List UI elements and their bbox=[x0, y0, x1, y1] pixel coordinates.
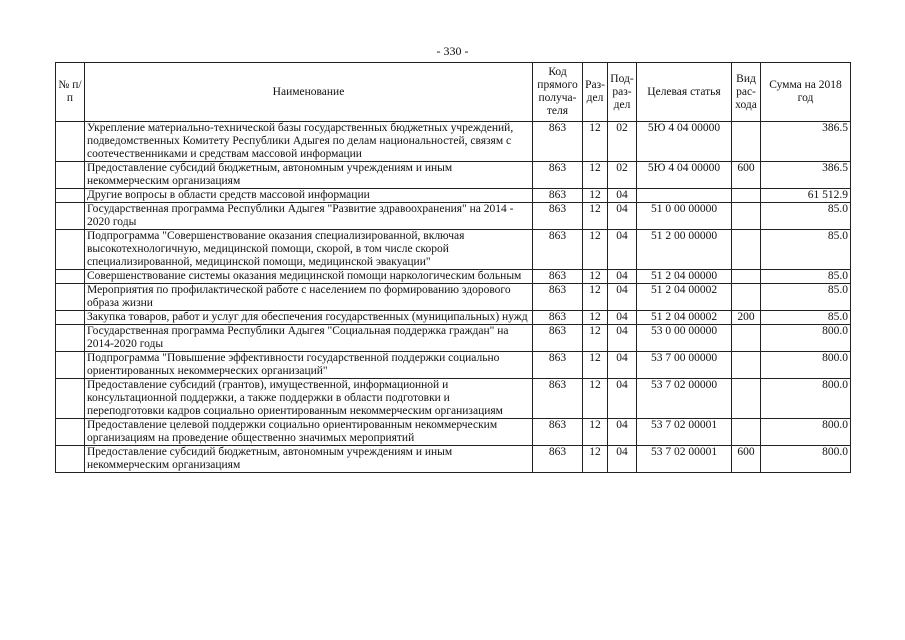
header-subsection: Под-раз-дел bbox=[608, 63, 637, 122]
row-expense-type-cell: 600 bbox=[732, 446, 761, 473]
row-expense-type-cell bbox=[732, 379, 761, 419]
row-section-cell: 12 bbox=[583, 203, 608, 230]
row-code-cell: 863 bbox=[533, 352, 583, 379]
row-sum-cell: 85.0 bbox=[761, 230, 851, 270]
row-subsection-cell: 04 bbox=[608, 379, 637, 419]
row-name-cell: Предоставление целевой поддержки социально ориентированным некоммерческим организациям на проведение общественно значимых мероприятий bbox=[85, 419, 533, 446]
row-article-cell: 51 2 04 00002 bbox=[637, 311, 732, 325]
row-code-cell: 863 bbox=[533, 284, 583, 311]
row-article-cell: 53 7 02 00001 bbox=[637, 419, 732, 446]
row-expense-type-cell: 200 bbox=[732, 311, 761, 325]
table-row bbox=[56, 352, 851, 379]
row-subsection-cell: 04 bbox=[608, 230, 637, 270]
row-sum-cell: 800.0 bbox=[761, 419, 851, 446]
table-row bbox=[56, 230, 851, 270]
row-section-cell: 12 bbox=[583, 311, 608, 325]
row-section-cell: 12 bbox=[583, 284, 608, 311]
row-expense-type-cell bbox=[732, 419, 761, 446]
row-sum-cell: 85.0 bbox=[761, 270, 851, 284]
row-number-cell bbox=[56, 325, 85, 352]
row-name-cell: Укрепление материально-технической базы государственных бюджетных учреждений, подведомственных Комитету Республики Адыгея по делам национальностей, связям с соотечественниками и средствам массовой информации bbox=[85, 122, 533, 162]
row-name-cell: Подпрограмма "Совершенствование оказания специализированной, включая высокотехнологичную, медицинской помощи, скорой, в том числе скорой специализированной, медицинской помощи, медицинской эвакуации" bbox=[85, 230, 533, 270]
row-expense-type-cell bbox=[732, 270, 761, 284]
row-subsection-cell: 04 bbox=[608, 284, 637, 311]
row-name-cell: Предоставление субсидий (грантов), имущественной, информационной и консультационной поддержки, а также поддержки в области подготовки и переподготовки кадров социально ориентированным некоммерческим организациям bbox=[85, 379, 533, 419]
row-number-cell bbox=[56, 230, 85, 270]
row-section-cell: 12 bbox=[583, 162, 608, 189]
row-article-cell: 51 2 04 00000 bbox=[637, 270, 732, 284]
row-article-cell: 51 0 00 00000 bbox=[637, 203, 732, 230]
row-sum-cell: 800.0 bbox=[761, 352, 851, 379]
row-number-cell bbox=[56, 270, 85, 284]
row-section-cell: 12 bbox=[583, 379, 608, 419]
row-name-cell: Другие вопросы в области средств массовой информации bbox=[85, 189, 533, 203]
table-row bbox=[56, 284, 851, 311]
row-name-cell: Совершенствование системы оказания медицинской помощи наркологическим больным bbox=[85, 270, 533, 284]
header-article: Целевая статья bbox=[637, 63, 732, 122]
row-article-cell: 53 7 02 00000 bbox=[637, 379, 732, 419]
row-number-cell bbox=[56, 203, 85, 230]
row-code-cell: 863 bbox=[533, 446, 583, 473]
row-article-cell: 51 2 00 00000 bbox=[637, 230, 732, 270]
row-sum-cell: 85.0 bbox=[761, 284, 851, 311]
row-number-cell bbox=[56, 379, 85, 419]
header-code: Код прямого получа-теля bbox=[533, 63, 583, 122]
row-article-cell bbox=[637, 189, 732, 203]
row-name-cell: Государственная программа Республики Адыгея "Развитие здравоохранения" на 2014 - 2020 годы bbox=[85, 203, 533, 230]
row-expense-type-cell bbox=[732, 284, 761, 311]
row-section-cell: 12 bbox=[583, 419, 608, 446]
row-number-cell bbox=[56, 162, 85, 189]
row-subsection-cell: 04 bbox=[608, 446, 637, 473]
row-article-cell: 53 0 00 00000 bbox=[637, 325, 732, 352]
header-expense-type: Вид рас-хода bbox=[732, 63, 761, 122]
row-code-cell: 863 bbox=[533, 311, 583, 325]
row-subsection-cell: 04 bbox=[608, 352, 637, 379]
row-number-cell bbox=[56, 284, 85, 311]
table-header-row bbox=[56, 63, 851, 122]
table-row bbox=[56, 311, 851, 325]
table-row bbox=[56, 325, 851, 352]
row-section-cell: 12 bbox=[583, 446, 608, 473]
row-sum-cell: 386.5 bbox=[761, 122, 851, 162]
row-code-cell: 863 bbox=[533, 122, 583, 162]
row-name-cell: Закупка товаров, работ и услуг для обеспечения государственных (муниципальных) нужд bbox=[85, 311, 533, 325]
row-expense-type-cell: 600 bbox=[732, 162, 761, 189]
table-row bbox=[56, 189, 851, 203]
row-code-cell: 863 bbox=[533, 203, 583, 230]
row-article-cell: 53 7 02 00001 bbox=[637, 446, 732, 473]
row-section-cell: 12 bbox=[583, 189, 608, 203]
row-code-cell: 863 bbox=[533, 270, 583, 284]
row-sum-cell: 386.5 bbox=[761, 162, 851, 189]
row-subsection-cell: 04 bbox=[608, 189, 637, 203]
row-sum-cell: 85.0 bbox=[761, 311, 851, 325]
table-body bbox=[56, 122, 851, 473]
row-code-cell: 863 bbox=[533, 379, 583, 419]
row-name-cell: Предоставление субсидий бюджетным, автономным учреждениям и иным некоммерческим организациям bbox=[85, 446, 533, 473]
header-section: Раз-дел bbox=[583, 63, 608, 122]
row-sum-cell: 800.0 bbox=[761, 379, 851, 419]
row-subsection-cell: 04 bbox=[608, 203, 637, 230]
row-article-cell: 53 7 00 00000 bbox=[637, 352, 732, 379]
row-code-cell: 863 bbox=[533, 325, 583, 352]
row-number-cell bbox=[56, 352, 85, 379]
header-name: Наименование bbox=[85, 63, 533, 122]
row-subsection-cell: 02 bbox=[608, 122, 637, 162]
row-sum-cell: 800.0 bbox=[761, 446, 851, 473]
row-sum-cell: 800.0 bbox=[761, 325, 851, 352]
table-row bbox=[56, 379, 851, 419]
row-expense-type-cell bbox=[732, 230, 761, 270]
row-name-cell: Мероприятия по профилактической работе с населением по формированию здорового образа жизни bbox=[85, 284, 533, 311]
row-number-cell bbox=[56, 446, 85, 473]
budget-table bbox=[55, 62, 851, 473]
row-name-cell: Подпрограмма "Повышение эффективности государственной поддержки социально ориентированных некоммерческих организаций" bbox=[85, 352, 533, 379]
row-section-cell: 12 bbox=[583, 352, 608, 379]
row-subsection-cell: 04 bbox=[608, 419, 637, 446]
table-row bbox=[56, 122, 851, 162]
row-expense-type-cell bbox=[732, 122, 761, 162]
row-expense-type-cell bbox=[732, 325, 761, 352]
row-sum-cell: 85.0 bbox=[761, 203, 851, 230]
row-name-cell: Предоставление субсидий бюджетным, автономным учреждениям и иным некоммерческим организациям bbox=[85, 162, 533, 189]
row-expense-type-cell bbox=[732, 189, 761, 203]
row-code-cell: 863 bbox=[533, 189, 583, 203]
row-name-cell: Государственная программа Республики Адыгея "Социальная поддержка граждан" на 2014-2020 годы bbox=[85, 325, 533, 352]
row-code-cell: 863 bbox=[533, 162, 583, 189]
row-number-cell bbox=[56, 189, 85, 203]
row-number-cell bbox=[56, 122, 85, 162]
row-code-cell: 863 bbox=[533, 419, 583, 446]
table-row bbox=[56, 162, 851, 189]
row-subsection-cell: 04 bbox=[608, 270, 637, 284]
page-number: - 330 - bbox=[436, 44, 469, 58]
row-number-cell bbox=[56, 419, 85, 446]
row-section-cell: 12 bbox=[583, 122, 608, 162]
row-section-cell: 12 bbox=[583, 270, 608, 284]
row-article-cell: 5Ю 4 04 00000 bbox=[637, 162, 732, 189]
table-row bbox=[56, 270, 851, 284]
header-num: № п/п bbox=[56, 63, 85, 122]
row-sum-cell: 61 512.9 bbox=[761, 189, 851, 203]
row-code-cell: 863 bbox=[533, 230, 583, 270]
row-expense-type-cell bbox=[732, 352, 761, 379]
row-number-cell bbox=[56, 311, 85, 325]
table-row bbox=[56, 203, 851, 230]
table-row bbox=[56, 419, 851, 446]
row-subsection-cell: 02 bbox=[608, 162, 637, 189]
row-subsection-cell: 04 bbox=[608, 311, 637, 325]
header-sum: Сумма на 2018 год bbox=[761, 63, 851, 122]
row-section-cell: 12 bbox=[583, 230, 608, 270]
row-article-cell: 51 2 04 00002 bbox=[637, 284, 732, 311]
row-expense-type-cell bbox=[732, 203, 761, 230]
row-section-cell: 12 bbox=[583, 325, 608, 352]
row-article-cell: 5Ю 4 04 00000 bbox=[637, 122, 732, 162]
row-subsection-cell: 04 bbox=[608, 325, 637, 352]
table-row bbox=[56, 446, 851, 473]
